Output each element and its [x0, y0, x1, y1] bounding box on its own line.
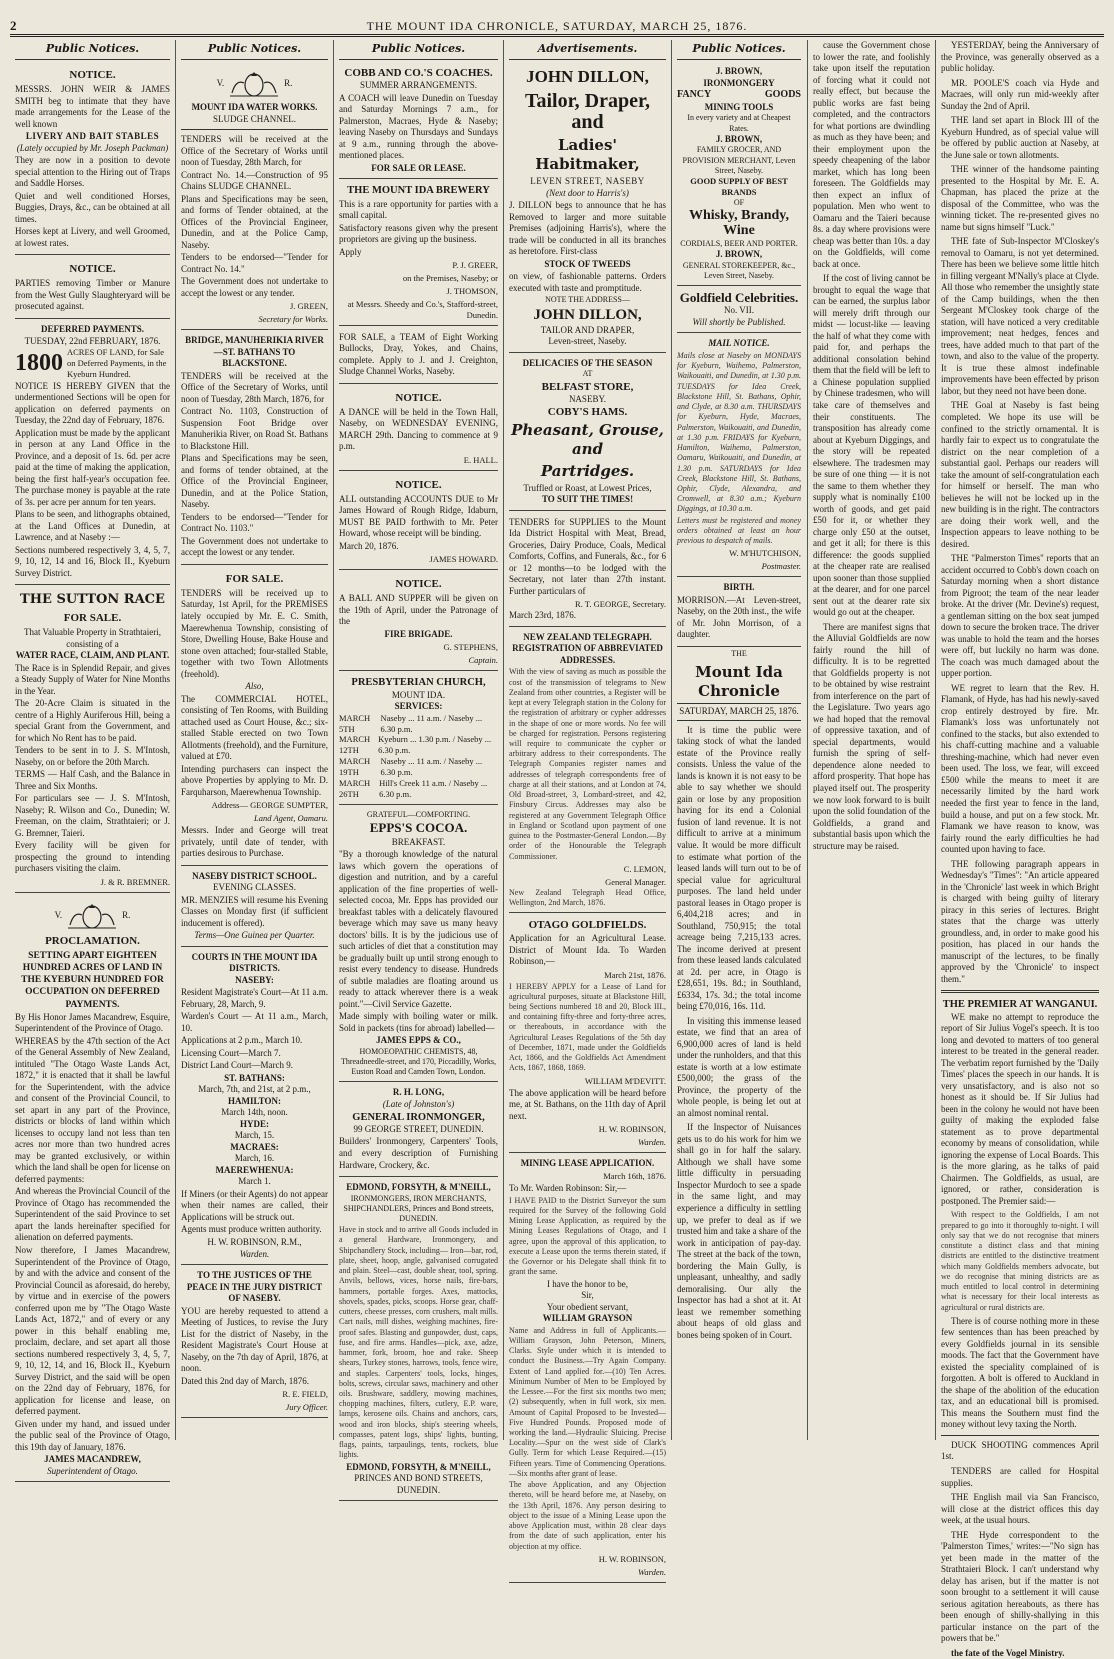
celebrities-ad: Goldfield Celebrities. No. VII. Will shortly be Published. — [677, 288, 801, 333]
proclamation: V. R. PROCLAMATION. SETTING APART EIGHTEEN HUNDRED ACRES OF LAND IN THE KYEBURN HUNDRED FOR OCCUPATION ON DEFERRED PAYMENTS. By His Honor James Macandrew, Esquire, Superintendent of the Province of Otago. WHEREAS by the 47th section of the Act of the General Assembly of New Zealand, intituled "The Otago Waste Lands Act, 1872," it is enacted that it shall be lawful for the Superintendent, with the advice and consent of the Provincial Council, to set apart in any part of the Province, districts or blocks of land within which licenses to occupy land not less than ten acres nor more than two hundred acres may be granted exclusively, or within which the land shall be open for license on deferred payments: And whereas the Provincial Council of the Province of Otago has recommended the Superintendent of the said Province to set apart the lands hereinafter specified for alienation on deferred payments. Now therefore, I James Macandrew, Superintendent of the Province of Otago, by and with the advice and consent of the Provincial Council as aforesaid, do hereby, by virtue and in exercise of the powers conferred upon me by "The Otago Waste Lands Act, 1872," and of every or any power in this behalf enabling me, proclaim, declare, and set apart all those sections numbered respectively 3, 4, 5, 7, 9, 10, 12, 14, and 16, Block II., Kyeburn Survey District, and the said will be open on the 22nd day of February, 1876, for application for license and lease, on deferred payment. Given under my hand, and issued under the public seal of the Province of Otago, this 19th day of January, 1876. JAMES MACANDREW, Superintendent of Otago. — [15, 895, 170, 1482]
section-heading: Public Notices. — [339, 40, 498, 60]
long-ironmonger-ad: R. H. LONG, (Late of Johnston's) GENERAL IRONMONGER, 99 GEORGE STREET, DUNEDIN. Builders' Ironmongery, Carpenters' Tools, and every description of Furnishing Hardware, Crockery, &c. — [339, 1084, 498, 1177]
epps-cocoa-ad: GRATEFUL—COMFORTING. EPPS'S COCOA. BREAKFAST. "By a thorough knowledge of the natural laws which govern the operations of digestion and nutrition, and by a careful application of the fine properties of well-selected cocoa, Mr. Epps has provided our breakfast tables with a delicately flavoured beverage which may save us many heavy doctors' bills. It is by the judicious use of such articles of diet that a constitution may be gradually built up until strong enough to resist every tendency to disease. Hundreds of subtle maladies are floating around us ready to attack wherever there is a weak point."—Civil Service Gazette. Made simply with boiling water or milk. Sold in packets (tins for abroad) labelled— JAMES EPPS & CO., HOMOEOPATHIC CHEMISTS, 48, Threadneedle-street, and 170, Piccadilly, Works, Euston Road and Camden Town, London. — [339, 807, 498, 1083]
belfast-store-ad: DELICACIES OF THE SEASON AT BELFAST STORE, NASEBY. COBY'S HAMS. Pheasant, Grouse, and Partridges. Truffled or Roast, at Lowest Prices, TO SUIT THE TIMES! — [509, 355, 666, 511]
premises-for-sale: FOR SALE. TENDERS will be received up to Saturday, 1st April, for the PREMISES lately occupied by Mr. E. C. Smith, Maerewhenua Township, consisting of Store, Dwelling House, Bake House and stone oven attached; four-stalled Stable, together with two Town Allotments (freehold). Also, The COMMERCIAL HOTEL, consisting of Ten Rooms, with Building attached used as Court House, &c.; six-stalled Stable erected on two Town Allotments (freehold), and the Furniture, valued at £70. Intending purchasers can inspect the above Properties by applying to Mr. D. Farquharson, Maerewhenua Township. Address— GEORGE SUMPTER, Land Agent, Oamaru. Messrs. Inder and George will treat privately, until date of tender, with parties desirous to Purchase. — [181, 567, 328, 866]
goldfields-application: OTAGO GOLDFIELDS. Application for an Agricultural Lease. District of Mount Ida. To Warden Robinson,— March 21st, 1876. I HEREBY APPLY for a Lease of Land for agricultural purposes, situate at Blackstone Hill, being Sections numbered 18 and 20, Block III., and containing fifty-three and forty-three acres, or thereabouts, in accordance with the Agricultural Leases Regulations of the 5th day of December, 1871, made under the Goldfields Act, 1866, and the Goldfields Act Amendment Acts, 1867, 1868, 1869. WILLIAM M'DEVITT. The above application will be heard before me, at St. Bathans, on the 11th day of April next. H. W. ROBINSON, Warden. — [509, 915, 666, 1153]
column-6: YESTERDAY, being the Anniversary of the Province, was generally observed as a public holiday. MR. POOLE'S coach via Hyde and Macraes, will only run mid-weekly after Sunday the 2nd of April. THE land set apart in Block III of the Kyeburn Hundred, as of special value will be offered by public auction at Naseby, at the June sale or town allotments. THE winner of the handsome painting presented to the Hospital by Mr. E. A. Chapman, has placed the prize at the disposal of the Committee, who was the winning ticket. The re-presented gives no name but signs himself "Luck." THE fate of Sub-Inspector M'Closkey's removal to Oamaru, is not yet determined. There has been we believe some little hitch in filling vergeant M'Nally's place at Clyde. All those who remember the unsightly state of the Camp buildings, when the then Sergeant M'Closkey took charge of the station, will have noticed a very creditable improvement; neat hedges, fences and trees, have added much to that part of the town, and also to the value of the property. It is true these almost indefinable improvements have been effected by prison labor, but they need not have been done. THE Goal at Naseby is fast being completed. We hope its use will be confined to the strictly ornamental. It is hardly fair to expect us to congratulate the district on the near completion of a substantial gaol. Perhaps our readers will take the amount of self-congratulation each for himself or herself. The man who believes he will not be locked up in the new building is in the right. The contractors are doing their work well, and the Inspection appears to leave nothing to be desired. THE "Palmerston Times" reports that an accident occurred to Cobb's down coach on Saturday morning when a short distance from Pigroot; the team of the near leader broke. At the driver (Mr. Devine's) request, a gentleman sitting on the box seat jumped down to secure the broken trace. The driver was unable to hold the team and the horses were off, but luckily no harm was done. The coach was much damaged about the upper portion. WE regret to learn that the Rev. H. Flamank, of Hyde, has had his newly-saved crop entirely destroyed by fire. Mr. Flamank's loss was unfortunately not confined to the stacks, but also extended to his chaff-cutting machine and a valuable threshing-machine, which had never even been used. The loss, we fear, will exceed £500 while the means to meet it are necessarily limited by the hard work needed the first year to fence in the land, build a house, and put on a few stock. Mr. Flamank we have reason to know, was fairly round the early difficulties he had counted upon having to face. THE following paragraph appears in Wednesday's "Times": "An article appeared in the 'Chronicle' last week in which Bright is charged with being guilty of literary piracy in this series of lectures. Bright states that the charge was utterly groundless, and, in order to make good his position, has placed in our hands the manuscript of the lectures, to be finally approved by the 'Chronicle' to inspect them." THE PREMIER AT WANGANUI. WE make no attempt to reproduce the report of Sir Julius Vogel's speech. It is too long and devoted to matters of too general interest to be treated in the general reader. The verbatim report furnished by the 'Daily Times' places the speech in our hands. It is very unsatisfactory, and is also not so honest as it should be. If Sir Julius had been in the colony he would not have been guilty of making the exploded false statement as to prove departmental economy by means of consolidation, while ignoring the expense of Local Boards. This is the more glaring, as he talks of paid Chairmen. The Goldfields, as usual, are ignored, or rather, consideration is postponed. The Premier said:— With respect to the Goldfields, I am not prepared to go into it thoroughly to-night. I will only say that we do not recognise that miners constitute a distinct class and that mining districts are entitled to the distinctive treatment which many Goldfields members advocate, but we do recognise that mining districts are as much entitled to local control in determining what is necessary for their local interests as agricultural or rural districts are. There is of course nothing more in these few sentences than has been preached by every Goldfields journal in its sensible moods. The fact that the Government have existed the speciality complained of is forgotten. A bolt is offered to Auckland in the shape of the abolition of the education tax, and an educational bill is promised. This means the Southern must find the money without levy taxing the North. DUCK SHOOTING commences April 1st. TENDERS are called for Hospital supplies. THE English mail via San Francisco, will close at the district offices this day week, at the usual hours. THE Hyde correspondent to the 'Palmerston Times,' writes:—"No sign has yet been made in the matter of the Strathtaieri Block. I can't understand why delay has arisen, but if the matter is not soon brought to a settlement it will cause serious agitation hereabouts, as there has been enough of shilly-shallying in this particular instance on the part of the powers that be." the fate of the Vogel Ministry. — [941, 40, 1099, 1658]
bridge-tender: BRIDGE, MANUHERIKIA RIVER—ST. BATHANS TO BLACKSTONE. TENDERS will be received at the Office of the Secretary of Works, until noon of Tuesday, 28th March, 1876, for Contract No. 1103, Construction of Suspension Foot Bridge over Manuherikia River, on Road St. Bathans to Blackstone Hill. Plans and Specifications may be seen, and forms of tender obtained, at the Office of the Provincial Engineer, Dunedin, and at the Police Station, Naseby. Tenders to be endorsed—"Tender for Contract No. 1103." The Government does not undertake to accept the lowest or any tender. — [181, 332, 328, 565]
column-5-right: cause the Government chose to lower the rate, and foolishly take upon itself the reputation of forcing what it could not really effect, but because the public works are fast being completed, and the contractors for what portions are dwindling as much as they have been; and their employment upon the speedy cheapening of the labor market, which has long been foreseen. The Goldfields may then expect an influx of population. Men who went to Oamaru and the Taieri because 8s. a day where provisions were cheap was better than 10s. a day on the Goldfields, will come back at once. If the cost of living cannot be brought to equal the wage that can be earned, the surplus labor will merely drift through our midst — locust-like — leaving the half of what they come with paid for, and perhaps the additional consolation behind them that the field will be left to a Chinese population supplied by Chinese tradesmen, who will take care of themselves and their constituents. The transposition has already come about at Kyeburn Diggings, and the story will be repeated elsewhere. The tradesmen may be sure of one thing — it is not the same to them whether they supply what is nominally £100 worth of goods, and get paid £50 for it, or whether they charge only £50 at the outset, and get it all; for there is this difference: the goods supplied at the cheaper rate are realised upon sooner than those supplied at the dearer, and for one parcel sent out at the dearer rate six would go out at the cheaper. There are manifest signs that the Alluvial Goldfields are now fairly round the hill of difficulty. It is to be regretted that Goldfields property is not to be obtained by wise restraint from interference on the part of the Legislature. Two years ago we had hoped that the removal of oppressive taxation, and of special departments, would furnish the spring of self-dependence alone needed to afford prosperity. That hope has played itself out. The prosperity we now look forward to is built upon the solid foundation of the Goldfields, a grand and substantial basis upon which the structure may be raised. — [807, 40, 930, 1440]
church-services: PRESBYTERIAN CHURCH, MOUNT IDA. SERVICES: MARCH 5TH Naseby ... 11 a.m. / Naseby ... 6.30 p.m. MARCH 12TH Kyeburn ... 1.30 p.m. / Naseby ... 6.30 p.m. MARCH 19TH Naseby ... 11 a.m. / Naseby ... 6.30 p.m. MARCH 26TH Hill's Creek 11 a.m. / Naseby ... 6.30 p.m. — [339, 673, 498, 804]
editorial-masthead: THE Mount Ida Chronicle SATURDAY, MARCH 25, 1876. — [677, 649, 801, 721]
brown-ironmongery-ad: J. BROWN, IRONMONGERY FANCY GOODS MINING TOOLS In every variety and at Cheapest Rates. J. BROWN, FAMILY GROCER, AND PROVISION MERCHANT, Leven Street, Naseby. GOOD SUPPLY OF BEST BRANDS OF Whisky, Brandy, Wine CORDIALS, BEER AND PORTER. J. BROWN, GENERAL STOREKEEPER, &c., Leven Street, Naseby. — [677, 63, 801, 286]
mail-notice: MAIL NOTICE. Mails close at Naseby on MONDAYS for Kyeburn, Waihemo, Palmerston, Waikouaiti, and Dunedin, at 1.30 p.m. TUESDAYS for Idea Creek, Blackstone Hill, St. Bathans, Ophir, and Clyde, at 8.30 a.m. THURSDAYS for Kyeburn, Hyde, Macraes, Palmerston, Waikouaiti, and Dunedin, at 1.30 p.m. FRIDAYS for Kyeburn, Hamilton, Waihemo, Palmerston, Oamaru, Waikouaiti, and Dunedin, at 1.30 p.m. SATURDAYS for Idea Creek, Blackstone Hill, St. Bathans, Ophir, Clyde, Alexandra, and Cromwell, at 8.30 a.m.; Kyeburn Diggings, at 10.30 a.m. Letters must be registered and money orders obtained at least an hour previous to despatch of mails. W. M'HUTCHISON, Postmaster. — [677, 335, 801, 577]
birth-notice: BIRTH. MORRISON.—At Leven-street, Naseby, on the 20th inst., the wife of Mr. John Morrison, of a daughter. — [677, 579, 801, 647]
forsyth-ad: EDMOND, FORSYTH, & M'NEILL, IRONMONGERS, IRON MERCHANTS, SHIPCHANDLERS, Princes and Bond streets, DUNEDIN. Have in stock and to arrive all Goods included in a general Hardware, Ironmongery, and Shipchandlery Stock, including— Iron—bar, rod, plate, sheet, hoop, angle, galvanised corrugated and plain. Steel—cast, double shear, tool, spring. Anvils, bellows, vices, horse nails, fire-bars, hammers, portable forges. Axes, mattocks, shovels, spades, picks, scoops. Horse gear, chaff-cutters, cheese presses, corn crushers, malt mills. Cart nails, mill dishes, weighing machines, fire-proof safes. Blasting and gunpowder, dust, caps, fuse, and fire arms. Handles—pick, axe, adze, hammer, fork, broom, hoe and rake. Sheep shears, Turkey stones, harrows, tools, fence wire, and staples. Carpenters' tools, locks, hinges, bolts, screws, circular saws, machinery and other oils. Brushware, saddlery, mowing machines, chopping machines, filters, cutlery, E.P. ware, lamps, kerosene oils. Chains and anchors, cars, wood and iron blocks, ship's steering wheels, compasses, patent logs, ships' lights, bunting, flags, paints, tarpaulings, tents, rockets, blue lights. EDMOND, FORSYTH, & M'NEILL, PRINCES AND BOND STREETS, DUNEDIN. — [339, 1179, 498, 1501]
stables-heading: LIVERY AND BAIT STABLES — [25, 131, 160, 142]
royal-arms-icon — [224, 69, 284, 99]
section-heading: Public Notices. — [677, 40, 801, 60]
section-heading: Advertisements. — [509, 40, 666, 60]
columns — [10, 40, 1104, 1658]
column-5-left — [677, 40, 801, 1440]
weir-notice: NOTICE. MESSRS. JOHN WEIR & JAMES SMITH beg to intimate that they have made arrangements for the Lease of the well known LIVERY AND BAIT STABLES (Lately occupied by Mr. Joseph Packman) They are now in a position to devote special attention to the Hiring out of Traps and Saddle Horses. Quiet and well conditioned Horses, Buggies, Drays, &c., can be obtained at all times. Horses kept at Livery, and well Groomed, at lowest rates. — [15, 63, 170, 255]
hospital-supplies-tender: TENDERS for SUPPLIES to the Mount Ida District Hospital with Meat, Bread, Groceries, Dairy Produce, Coals, Medical Comforts, Coffins, and Funerals, &c., for 6 or 12 months—to be lodged with the Secretary, not later than 27th instant. Further particulars of R. T. GEORGE, Secretary. March 23rd, 1876. — [509, 513, 666, 627]
dillon-tailor-ad: JOHN DILLON, Tailor, Draper, and Ladies' Habitmaker, LEVEN STREET, NASEBY (Next door to Harris's) J. DILLON begs to announce that he has Removed to larger and more suitable Premises (adjoining Harris's), where the trade will be conducted in all its branches as heretofore. First-class STOCK OF TWEEDS on view, of fashionable patterns. Orders executed with taste and promptitude. NOTE THE ADDRESS— JOHN DILLON, TAILOR AND DRAPER, Leven-street, Naseby. — [509, 63, 666, 353]
courts-notice: COURTS IN THE MOUNT IDA DISTRICTS. NASEBY: Resident Magistrate's Court—At 11 a.m. February, 28, March, 9. Warden's Court — At 11 a.m., March, 10. Applications at 2 p.m., March 10. Licensing Court—March 7. District Land Court—March 9. ST. BATHANS: March, 7th, and 21st, at 2 p.m., HAMILTON: March 14th, noon. HYDE: March, 15. MACRAES: March, 16. MAEREWHENUA: March 1. If Miners (or their Agents) do not appear when their names are called, their Applications will be struck out. Agents must produce written authority. H. W. ROBINSON, R.M., Warden. — [181, 949, 328, 1265]
brewery-ad: THE MOUNT IDA BREWERY This is a rare opportunity for parties with a small capital. Satisfactory reasons given why the present proprietors are giving up the business. Apply P. J. GREER, on the Premises, Naseby; or J. THOMSON, at Messrs. Sheedy and Co.'s, Stafford-street, Dunedin. — [339, 181, 498, 325]
sutton-race-ad: THE SUTTON RACE FOR SALE. That Valuable Property in Strathtaieri, consisting of a WATER RACE, CLAIM, AND PLANT. The Race is in Splendid Repair, and gives a Steady Supply of Water for Nine Months in the Year. The 20-Acre Claim is situated in the centre of a Highly Auriferous Hill, being a special Grant from the Government, and for which No Rent has to be paid. Tenders to be sent in to J. S. M'Intosh, Naseby, on or before the 20th March. TERMS — Half Cash, and the Balance in Three and Six Months. For particulars see — J. S. M'Intosh, Naseby; R. Wilson and Co., Dunedin; W. Freeman, on the claim, Strathtaieri; or J. G. Bremner, Taieri. Every facility will be given for prospecting the ground to intending purchasers visiting the claim. J. & R. BREMNER. — [15, 587, 170, 892]
royal-crest: V. R. — [15, 901, 170, 931]
mining-lease-application: MINING LEASE APPLICATION. March 16th, 1876. To Mr. Warden Robinson: Sir,— I HAVE PAID to the District Surveyor the sum required for the Survey of the following Gold Mining Lease Application, as required by the Mining Leases Regulations of Otago, and I agree, upon the approval of this application, to execute a Lease upon the terms therein stated, if the Governor or his Delegate shall think fit to grant the same. I have the honor to be, Sir, Your obedient servant, WILLIAM GRAYSON Name and Address in full of Applicants.—William Grayson, John Peterson, Miners, Clarks. Style under which it is intended to conduct the Business.—Try Again Company. Extent of Land applied for.—(10) Ten Acres. Minimum Number of Men to be Employed by the Lessee.—For the first six months two men; (2) subsequently, when in full work, six men. Amount of Capital Proposed to be Invested—Five Hundred Pounds. Proposed mode of working the land.—Hydraulic Sluicing. Precise Locality.—Spur on the west side of Clark's Gully. Term for which Lease Required.—(15) Fifteen years. Time of Commencing Operations. —Six months after grant of lease. The above Application, and any Objection thereto, will be heard before me, at Naseby, on the 13th April, 1876. Any person desiring to object to the issue of a Mining Lease upon the above Application must, within 28 clear days from the date of such application, enter his objection at my office. H. W. ROBINSON, Warden. — [509, 1155, 666, 1583]
deferred-payments-notice: DEFERRED PAYMENTS. TUESDAY, 22nd FEBRUARY, 1876. 1800 ACRES OF LAND, for Sale on Deferred Payments, in the Kyeburn Hundred. NOTICE IS HEREBY GIVEN that the undermentioned Sections will be open for application on deferred payments on Tuesday, the 22nd day of February, 1876. Application must be made by the applicant in person at any Land Office in the Province, and a deposit of 1s. 6d. per acre paid at the time of making the application, being the first half-year's occupation fee. The purchase money is payable at the rate of 3s. per acre per annum for ten years. Plans to be seen, and lithographs obtained, at the Land Offices at Dunedin, at Lawrence, and at Naseby :— Sections numbered respectively 3, 4, 5, 7, 9, 10, 12, 14 and 16, Block II., Kyeburn Survey District. — [15, 321, 170, 585]
ball-notice: NOTICE. A BALL AND SUPPER will be given on the 19th of April, under the Patronage of the FIRE BRIGADE. G. STEPHENS, Captain. — [339, 572, 498, 671]
masthead — [10, 12, 1104, 37]
section-heading: Public Notices. — [181, 40, 328, 60]
column-1 — [10, 40, 176, 1476]
column-4 — [504, 40, 672, 1577]
editorial-article: It is time the public were taking stock of what the landed estate of the Province really consists. Unless the value of the lands is known it is not easy to be able to say whether we should gain or lose by any proposition having for its end a Colonial fusion of land revenue. It is not difficult to arrive at a minimum value. It would be more difficult to estimate what portion of the leased lands will turn out to be of special value for agricultural purposes. The land held under pastoral leases in Otago proper is 6,404,218 acres; and in Southland, 750,915; the total acreage being 7,215,133 acres. The income derived at present from these leased lands calculated at 2d. per acre, in Otago is £28,651, 19s. 8d.; in Southland, £6334, 17s. 3d.; the total income being £70,016, 16s. 11d. In visiting this immense leased estate, we find that an area of 6,900,000 acres of land is held under the runholders, and that this estate is worth at a low estimate £500,000; the grass of the Province, the property of the whole people, is being let out at an almost nominal rental. If the Inspector of Nuisances gets us to do his work for him we shall go in for half the salary. Although we shall have some little difficulty in persuading Inspector Murdoch to see a spade in the same light, and may experience a difficulty in settling up, we prefer to deal as if we trusted him and take a share of the work in anticipation of pay-day. The street at the back of the town, bordering the Main Gully, is unpleasant, unhealthy, and sadly demoralising. Our ally the Inspector has had a shot at it. At least we remember something about heaps of old glass and bones being spoken of in Court. — [677, 724, 801, 1340]
column-2 — [176, 40, 334, 1440]
school-notice: NASEBY DISTRICT SCHOOL. EVENING CLASSES. MR. MENZIES will resume his Evening Classes on Monday first (if sufficient inducement is offered). Terms—One Guinea per Quarter. — [181, 868, 328, 947]
premier-heading: THE PREMIER AT WANGANUI. — [942, 999, 1098, 1011]
royal-arms-icon — [62, 901, 122, 931]
column-3 — [334, 40, 504, 1495]
column-5 — [672, 40, 936, 1440]
justices-notice: TO THE JUSTICES OF THE PEACE IN THE JURY DISTRICT OF NASEBY. YOU are hereby requested to attend a Meeting of Justices, to revise the Jury List for the district of Naseby, in the Resident Magistrate's Court House at Naseby, on the 7th day of April, 1876, at noon. Dated this 2nd day of March, 1876. R. E. FIELD, Jury Officer. — [181, 1267, 328, 1418]
section-heading: Public Notices. — [15, 40, 170, 60]
notice-label: NOTICE. — [69, 69, 116, 82]
accounts-notice: NOTICE. ALL outstanding ACCOUNTS DUE to Mr James Howard of Rough Ridge, Idaburn, MUST BE PAID forthwith to Mr. Peter Howard, whose receipt will be binding. March 20, 1876. JAMES HOWARD. — [339, 473, 498, 571]
dance-notice: NOTICE. A DANCE will be held in the Town Hall, Naseby, on WEDNESDAY EVENING, MARCH 29th. Dancing to commence at 9 p.m. E. HALL. — [339, 386, 498, 471]
bullocks-ad: FOR SALE, a TEAM of Eight Working Bullocks, Dray, Yokes, and Chains, complete. Apply to J. and J. Creighton, Sludge Channel Works, Naseby. — [339, 328, 498, 384]
royal-crest: V. R. — [181, 69, 328, 99]
parties-notice: NOTICE. PARTIES removing Timber or Manure from the West Gully Slaughteryard will be prosecuted against. — [15, 257, 170, 319]
page-number: 2 — [10, 18, 17, 33]
waterworks-tender: V. R. MOUNT IDA WATER WORKS. SLUDGE CHANNEL. TENDERS will be received at the Office of the Secretary of Works until noon of Tuesday, 28th March, for Contract No. 14.—Construction of 95 Chains SLUDGE CHANNEL. Plans and Specifications may be seen, and forms of Tender obtained, at the Offices of the Provincial Engineer, Dunedin, and at the Police Camp, Naseby. Tenders to be endorsed—"Tender for Contract No. 14." The Government does not undertake to accept the lowest or any tender. J. GREEN, Secretary for Works. — [181, 63, 328, 330]
masthead-title: THE MOUNT IDA CHRONICLE, SATURDAY, MARCH 25, 1876. — [366, 19, 748, 33]
paper-title: Mount Ida Chronicle — [695, 662, 783, 701]
acres-number: 1800 — [15, 349, 63, 376]
cobb-coaches-ad: COBB AND CO.'S COACHES. SUMMER ARRANGEMENTS. A COACH will leave Dunedin on Tuesday and Saturday Mornings 7 a.m., for Palmerston, Macraes, Hyde & Naseby; leaving Naseby on Thursdays and Sundays at 9 a.m., running through the above-mentioned places. FOR SALE OR LEASE. — [339, 63, 498, 179]
telegraph-notice: NEW ZEALAND TELEGRAPH. REGISTRATION OF ABBREVIATED ADDRESSES. With the view of saving as much as possible the cost of the transmission of telegrams to New Zealand from other countries, a Register will be kept at every Telegraph station in the Colony for the registration of arbitrary or cypher addresses in the shape of one or more words. No fee will be charged for registration. Persons registering will require to communicate the cypher or arbitrary address to their correspondents. The Telegraph Companies register names and addresses of telegraph correspondents free of charge at all their stations, and at London at 74, Old Broad-street, 3, Lombard-street, and 42, Finsbury Circus. Addresses may also be registered at any Government Telegraph Office in England or Scotland upon payment of one guinea to the Postmaster-General London.—By order of the Honourable the Telegraph Commissioner. C. LEMON, General Manager. New Zealand Telegraph Head Office, Wellington, 2nd March, 1876. — [509, 629, 666, 913]
